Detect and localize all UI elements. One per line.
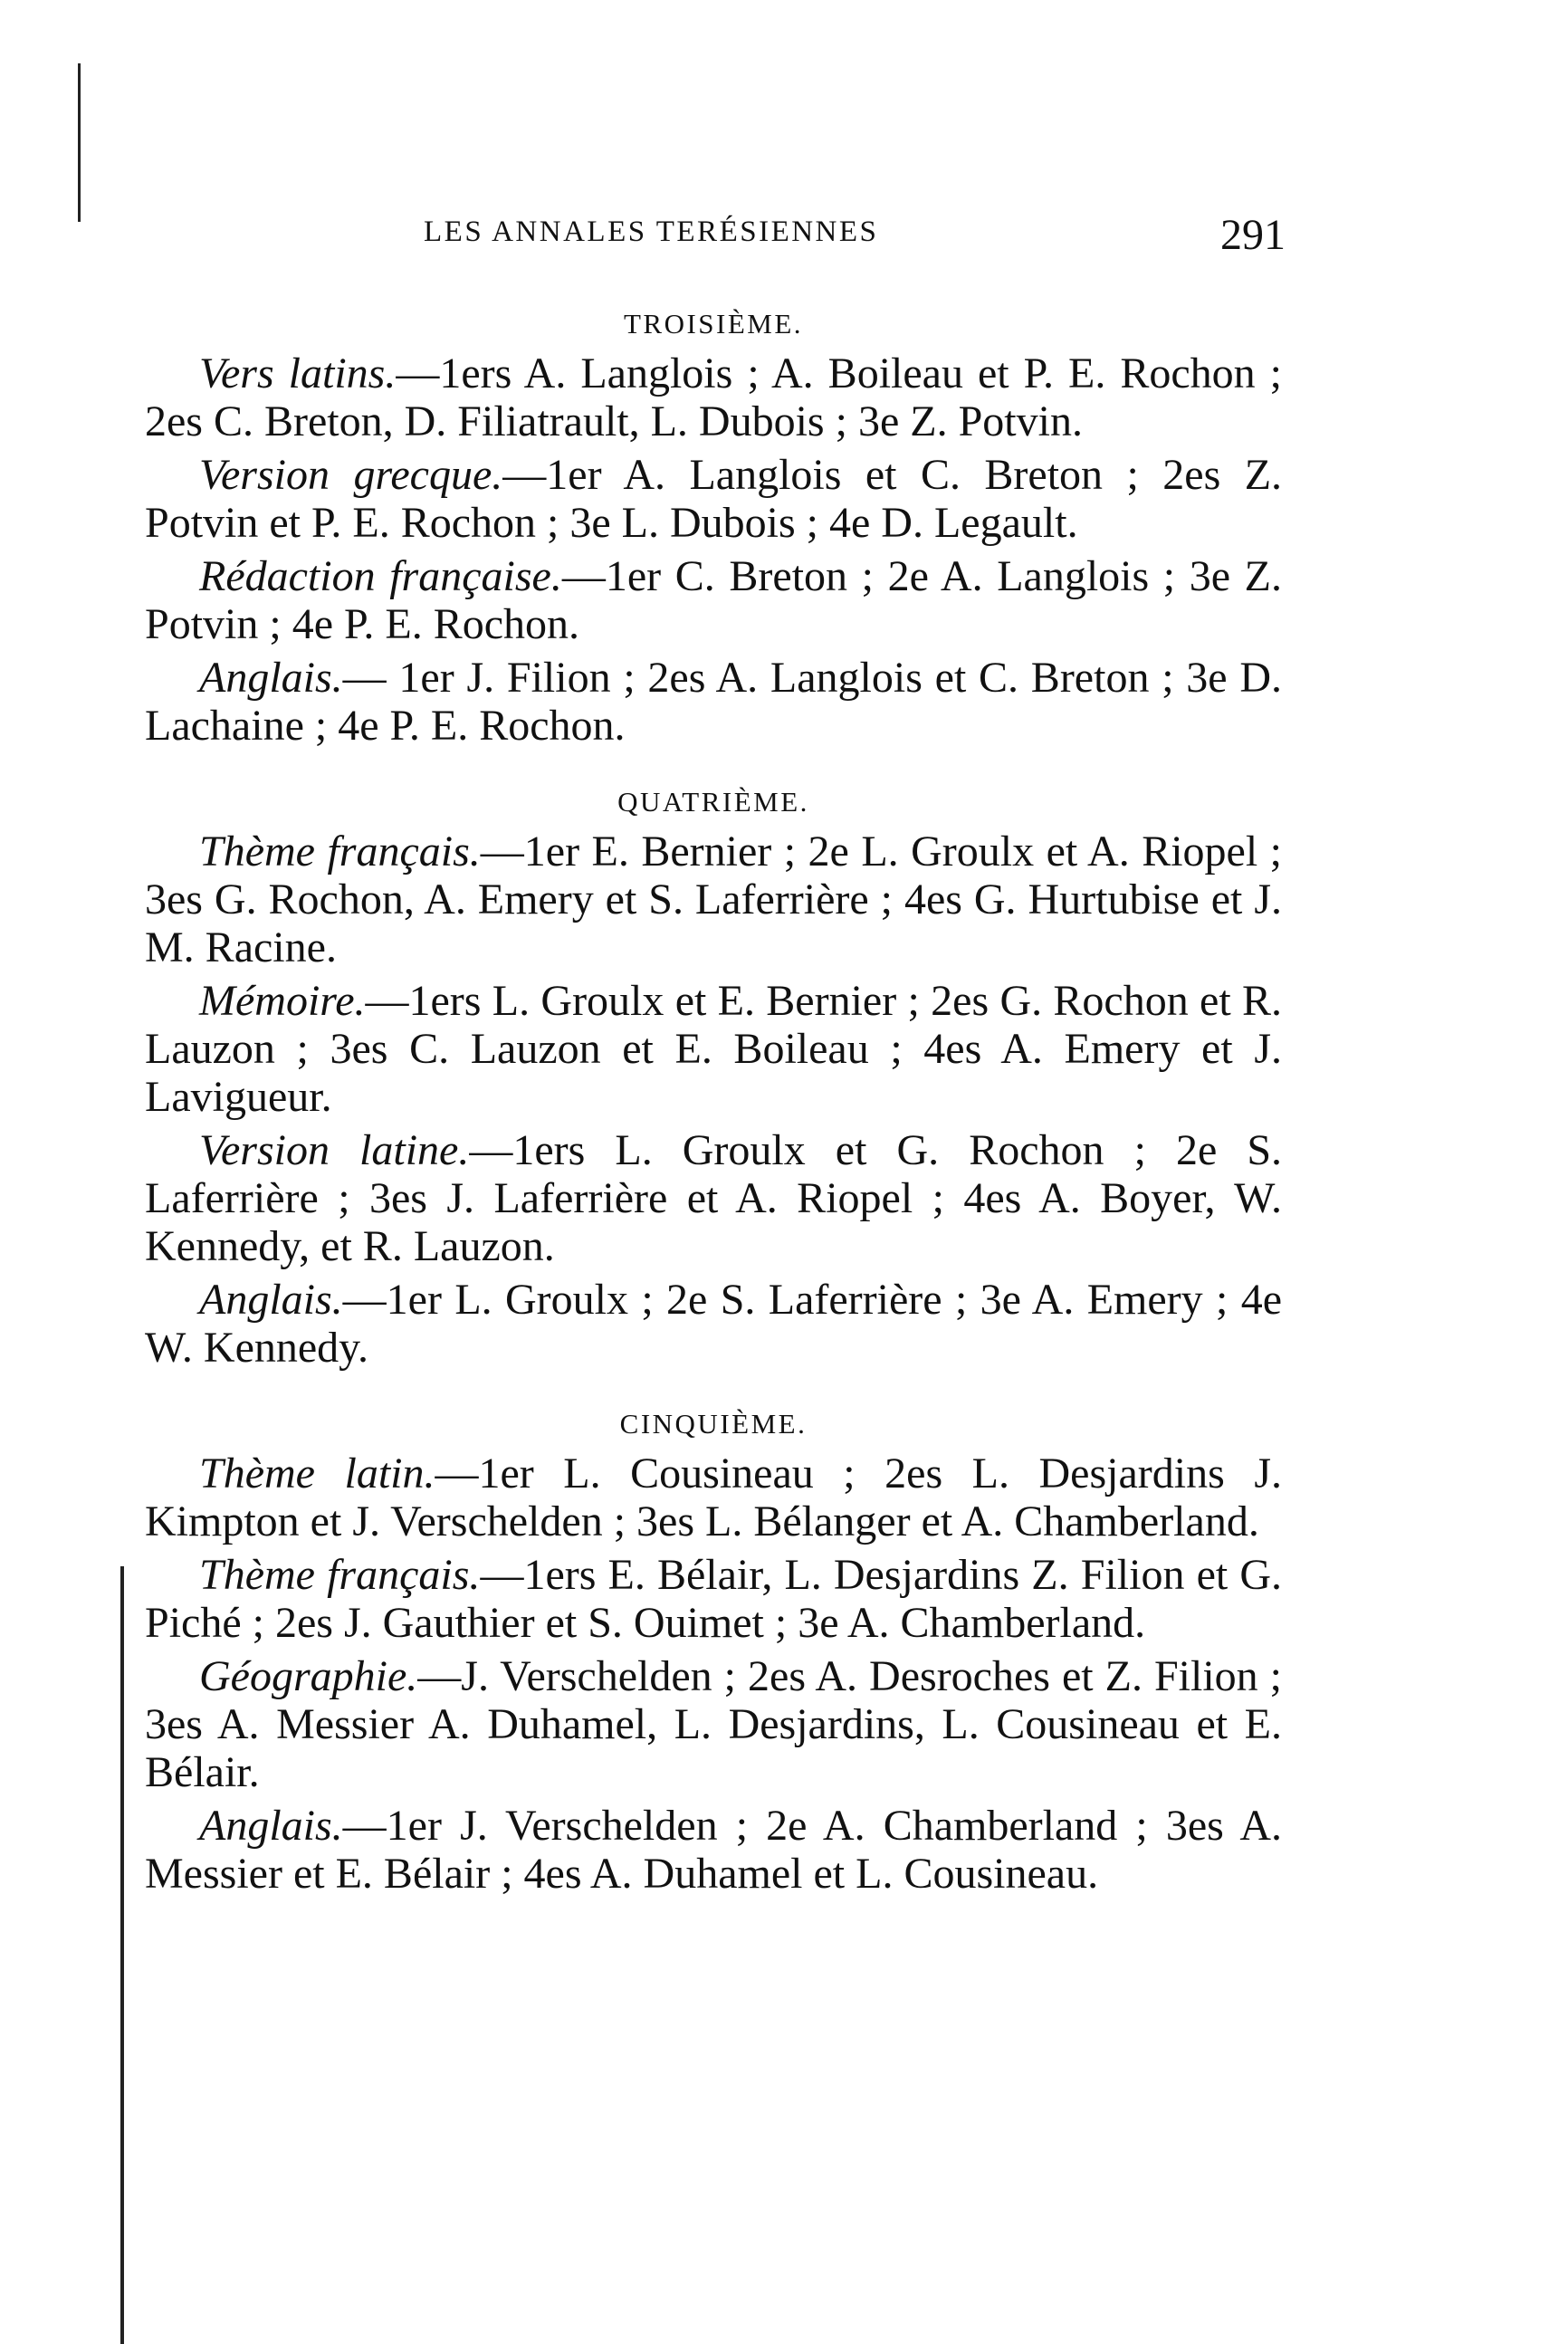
entry-text: —1er L. Cousineau ; 2es L. Desjardins J. Kimpton et J. Verschelden ; 3es L. Bélanger et A. Chamberland. <box>145 1449 1282 1545</box>
page-number: 291 <box>1220 211 1286 259</box>
prize-entry <box>145 828 1282 971</box>
entry-text: — 1er J. Filion ; 2es A. Langlois et C. Breton ; 3e D. Lachaine ; 4e P. E. Rochon. <box>145 654 1282 750</box>
entry-subject: Version grecque. <box>199 451 503 499</box>
entry-subject: Thème français. <box>199 828 481 875</box>
entry-text: —J. Verschelden ; 2es A. Desroches et Z. Filion ; 3es A. Messier A. Duhamel, L. Desjardins, L. Cousineau et E. Bélair. <box>145 1652 1282 1796</box>
entry-subject: Anglais. <box>199 1276 343 1324</box>
section-troisieme <box>145 299 1282 750</box>
entry-text: —1er L. Groulx ; 2e S. Laferrière ; 3e A. Emery ; 4e W. Kennedy. <box>145 1276 1282 1372</box>
prize-entry <box>145 1276 1282 1372</box>
prize-entry <box>145 1551 1282 1647</box>
entry-subject: Thème latin. <box>199 1449 435 1497</box>
entry-text: —1er C. Breton ; 2e A. Langlois ; 3e Z. Potvin ; 4e P. E. Rochon. <box>145 552 1282 648</box>
entry-text: —1ers E. Bélair, L. Desjardins Z. Filion et G. Piché ; 2es J. Gauthier et S. Ouimet ; 3e A. Chamberland. <box>145 1551 1282 1647</box>
running-title: LES ANNALES TERÉSIENNES <box>424 215 879 248</box>
entry-subject: Mémoire. <box>199 977 366 1025</box>
section-heading: CINQUIÈME. <box>619 1408 808 1440</box>
section-quatrieme <box>145 777 1282 1372</box>
entry-subject: Anglais. <box>199 654 343 702</box>
prize-entry <box>145 1802 1282 1898</box>
section-heading: QUATRIÈME. <box>617 786 809 818</box>
entry-subject: Thème français. <box>199 1551 481 1599</box>
entry-text: —1er E. Bernier ; 2e L. Groulx et A. Riopel ; 3es G. Rochon, A. Emery et S. Laferrière ; 4es G. Hurtubise et J. M. Racine. <box>145 828 1282 971</box>
prize-entry <box>145 552 1282 648</box>
entry-subject: Rédaction française. <box>199 552 562 600</box>
section-cinquieme <box>145 1399 1282 1898</box>
left-margin-rule-top <box>78 63 81 222</box>
entry-text: —1ers A. Langlois ; A. Boileau et P. E. Rochon ; 2es C. Breton, D. Filiatrault, L. Dubois ; 3e Z. Potvin. <box>145 349 1282 445</box>
prize-entry <box>145 349 1282 445</box>
prize-entry <box>145 1449 1282 1545</box>
page-content <box>145 299 1282 1925</box>
section-heading: TROISIÈME. <box>623 308 804 340</box>
prize-entry <box>145 1652 1282 1796</box>
prize-entry <box>145 977 1282 1121</box>
entry-subject: Anglais. <box>199 1802 343 1850</box>
entry-subject: Version latine. <box>199 1126 470 1174</box>
entry-text: —1ers L. Groulx et G. Rochon ; 2e S. Laferrière ; 3es J. Laferrière et A. Riopel ; 4es A. Boyer, W. Kennedy, et R. Lauzon. <box>145 1126 1283 1270</box>
entry-text: —1er A. Langlois et C. Breton ; 2es Z. Potvin et P. E. Rochon ; 3e L. Dubois ; 4e D. Legault. <box>145 451 1283 547</box>
prize-entry <box>145 451 1282 547</box>
prize-entry <box>145 1126 1282 1270</box>
entry-text: —1ers L. Groulx et E. Bernier ; 2es G. Rochon et R. Lauzon ; 3es C. Lauzon et E. Boileau ; 4es A. Emery et J. Lavigueur. <box>145 977 1282 1121</box>
left-margin-rule-bottom <box>120 1566 124 2344</box>
entry-text: —1er J. Verschelden ; 2e A. Chamberland ; 3es A. Messier et E. Bélair ; 4es A. Duhamel et L. Cousineau. <box>145 1802 1282 1898</box>
entry-subject: Vers latins. <box>199 349 397 397</box>
running-head <box>424 210 1329 264</box>
prize-entry <box>145 654 1282 750</box>
entry-subject: Géographie. <box>199 1652 418 1700</box>
